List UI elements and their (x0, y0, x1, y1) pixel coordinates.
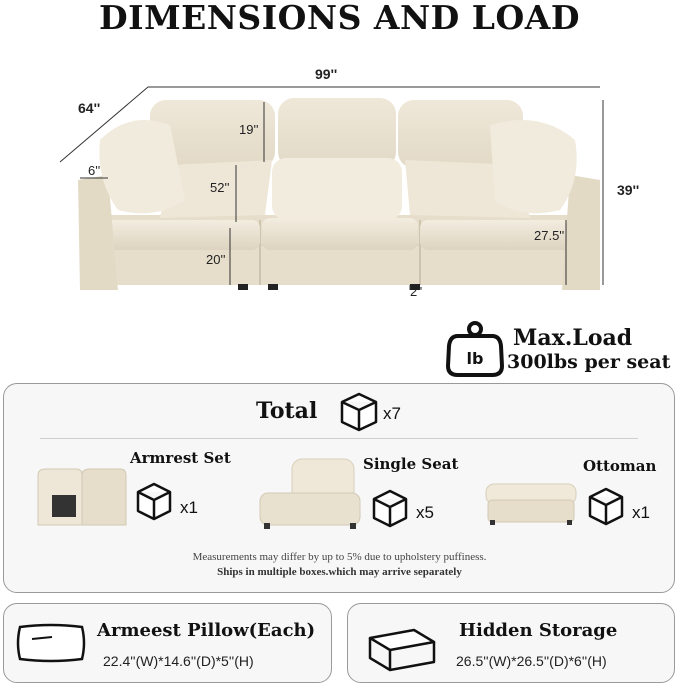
single-seat-label: Single Seat (363, 455, 459, 473)
sofa-illustration (0, 40, 679, 300)
dim-seat-height: 20'' (206, 252, 226, 267)
single-seat-qty: x5 (416, 503, 434, 522)
box-icon (134, 481, 174, 521)
measurement-note: Measurements may differ by up to 5% due to upholstery puffiness. (192, 551, 487, 563)
ottoman-image (480, 478, 582, 528)
box-icon (338, 390, 380, 432)
single-seat-image (254, 455, 366, 531)
dim-arm-width: 6'' (88, 163, 101, 178)
ottoman-qty: x1 (632, 503, 650, 522)
armrest-set-label: Armrest Set (130, 449, 231, 467)
armrest-set-image (34, 465, 130, 529)
storage-icon (364, 624, 440, 674)
dim-total-height: 39'' (617, 182, 640, 198)
storage-dims: 26.5''(W)*26.5''(D)*6''(H) (456, 653, 607, 669)
ottoman-label: Ottoman (583, 457, 657, 475)
pillow-icon (14, 621, 88, 665)
pillow-dims: 22.4''(W)*14.6''(D)*5''(H) (103, 653, 254, 669)
page-title: DIMENSIONS AND LOAD (99, 0, 580, 37)
dim-leg-height: 2'' (410, 284, 423, 299)
dim-back-height: 19'' (239, 122, 259, 137)
armrest-set-qty: x1 (180, 498, 198, 517)
max-load-title: Max.Load (513, 325, 633, 351)
weight-icon (446, 320, 504, 378)
box-icon (586, 486, 626, 526)
dim-seat-depth: 52'' (210, 180, 230, 195)
max-load-subtitle: 300lbs per seat (507, 351, 671, 373)
pillow-title: Armeest Pillow(Each) (97, 620, 316, 641)
total-qty: x7 (383, 404, 401, 423)
dim-width: 99'' (315, 66, 338, 82)
weight-icon-text: lb (466, 349, 484, 368)
total-label: Total (256, 398, 318, 424)
dim-seat-width: 27.5'' (534, 228, 565, 243)
box-icon (370, 488, 410, 528)
divider (40, 438, 638, 439)
storage-title: Hidden Storage (459, 620, 618, 641)
dim-depth: 64'' (78, 100, 101, 116)
shipping-note: Ships in multiple boxes.which may arrive separately (217, 566, 462, 578)
